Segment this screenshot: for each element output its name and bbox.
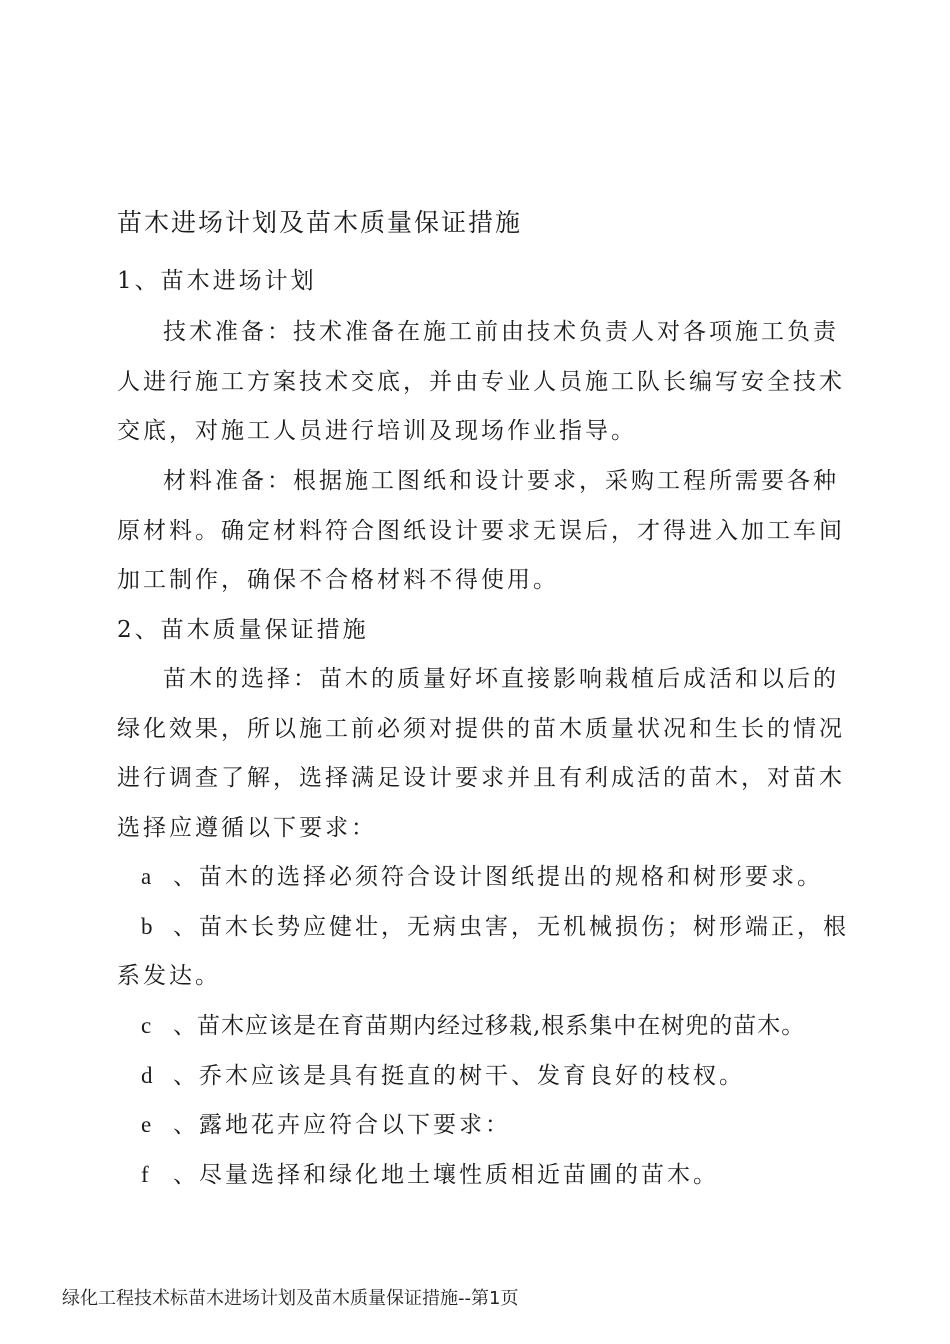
section-2-paragraph-1-line-4: 选择应遵循以下要求： (117, 815, 377, 841)
list-item-text: 、苗木应该是在育苗期内经过移栽,根系集中在树兜的苗木。 (173, 1013, 806, 1039)
list-item-marker: a (141, 864, 152, 889)
section-1-heading: 1、苗木进场计划 (117, 268, 317, 294)
list-item-text: 、尽量选择和绿化地土壤性质相近苗圃的苗木。 (173, 1162, 719, 1188)
list-item-f (117, 1160, 837, 1190)
section-2-paragraph-1-line-3: 进行调查了解，选择满足设计要求并且有利成活的苗木，对苗木 (117, 765, 845, 791)
list-item-marker: e (141, 1112, 152, 1137)
section-2-heading: 2、苗木质量保证措施 (117, 617, 369, 643)
list-item-e (117, 1110, 837, 1140)
section-2-paragraph-1-line-2: 绿化效果，所以施工前必须对提供的苗木质量状况和生长的情况 (117, 716, 845, 742)
list-item-text: 、苗木长势应健壮，无病虫害，无机械损伤；树形端正，根 (173, 914, 849, 940)
list-item-text: 、苗木的选择必须符合设计图纸提出的规格和树形要求。 (173, 864, 823, 890)
list-item-b-continuation: 系发达。 (117, 963, 221, 989)
list-item-marker: d (141, 1063, 153, 1088)
section-1-paragraph-2-line-3: 加工制作，确保不合格材料不得使用。 (117, 567, 559, 593)
list-item-c (117, 1011, 837, 1041)
list-item-marker: b (141, 914, 153, 939)
list-item-text: 、乔木应该是具有挺直的树干、发育良好的枝杈。 (173, 1063, 745, 1089)
list-item-text: 、露地花卉应符合以下要求： (173, 1112, 511, 1138)
list-item-a (117, 862, 837, 892)
document-title: 苗木进场计划及苗木质量保证措施 (117, 208, 523, 237)
section-1-paragraph-1-line-3: 交底，对施工人员进行培训及现场作业指导。 (117, 418, 637, 444)
list-item-b (117, 912, 849, 942)
page-footer: 绿化工程技术标苗木进场计划及苗木质量保证措施--第1页 (62, 1288, 519, 1309)
section-2-paragraph-1-line-1: 苗木的选择：苗木的质量好坏直接影响栽植后成活和以后的 (163, 666, 839, 692)
section-1-paragraph-2-line-2: 原材料。确定材料符合图纸设计要求无误后，才得进入加工车间 (117, 518, 845, 544)
list-item-marker: f (141, 1162, 149, 1187)
list-item-d (117, 1061, 837, 1091)
list-item-marker: c (141, 1013, 152, 1038)
section-1-paragraph-1-line-2: 人进行施工方案技术交底，并由专业人员施工队长编写安全技术 (117, 369, 845, 395)
section-1-paragraph-2-line-1: 材料准备：根据施工图纸和设计要求，采购工程所需要各种 (163, 468, 839, 494)
section-1-paragraph-1-line-1: 技术准备：技术准备在施工前由技术负责人对各项施工负责 (163, 319, 839, 345)
